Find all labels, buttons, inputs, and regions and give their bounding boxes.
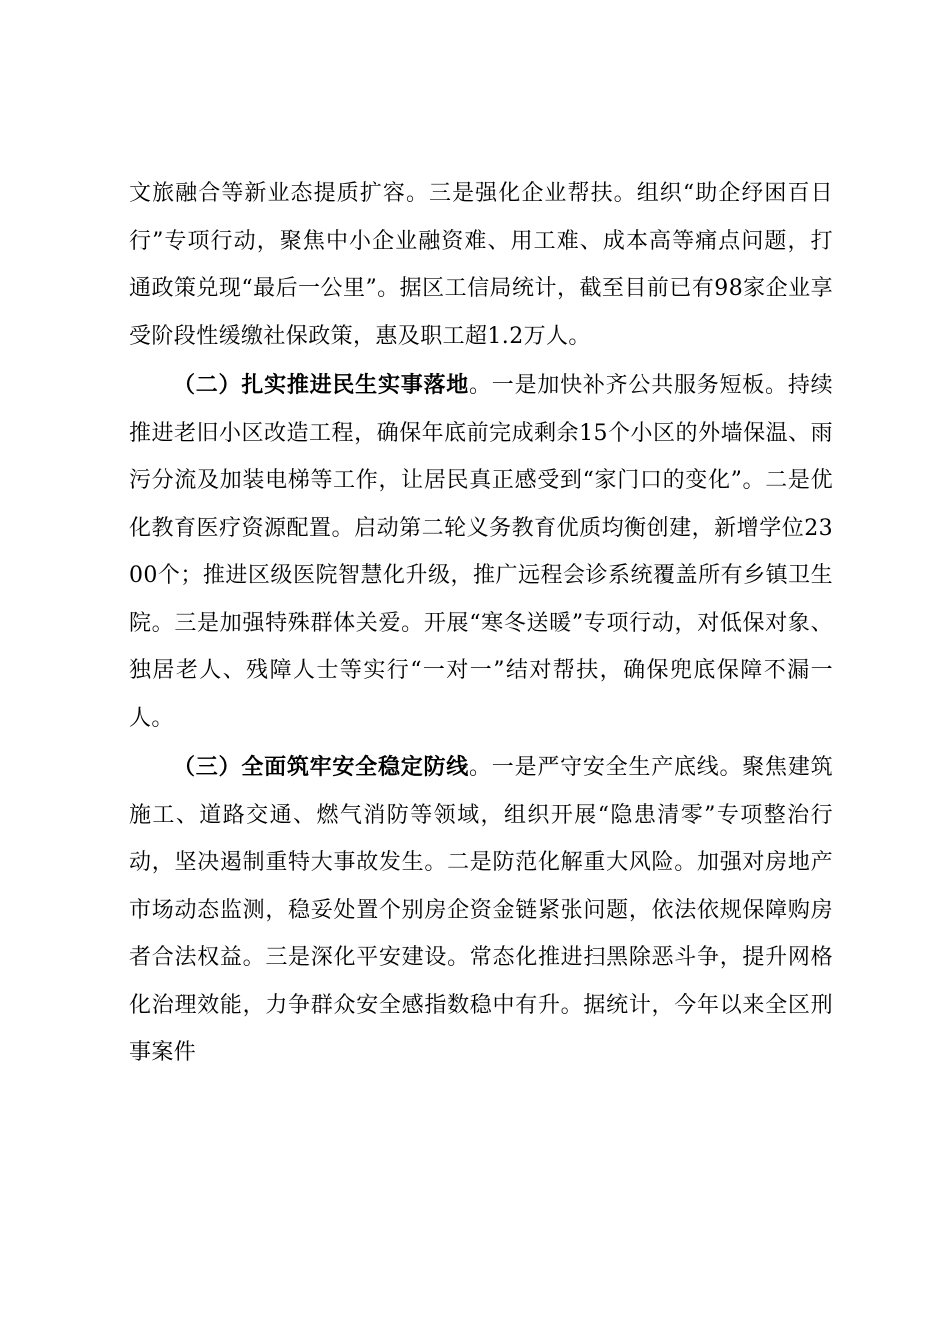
section-heading: （三）全面筑牢安全稳定防线 [173,754,470,780]
paragraph-body: 。一是加快补齐公共服务短板。持续推进老旧小区改造工程，确保年底前完成剩余15个小区的外墙保温、雨污分流及加装电梯等工作，让居民真正感受到“家门口的变化”。二是优化教育医疗资源配置。启动第二轮义务教育优质均衡创建，新增学位2300个；推进区级医院智慧化升级，推广远程会诊系统覆盖所有乡镇卫生院。三是加强特殊群体关爱。开展“寒冬送暖”专项行动，对低保对象、独居老人、残障人士等实行“一对一”结对帮扶，确保兜底保障不漏一人。 [129,373,833,731]
paragraph-body: 文旅融合等新业态提质扩容。三是强化企业帮扶。组织“助企纾困百日行”专项行动，聚焦中小企业融资难、用工难、成本高等痛点问题，打通政策兑现“最后一公里”。据区工信局统计，截至目前已有98家企业享受阶段性缓缴社保政策，惠及职工超1.2万人。 [129,181,833,349]
paragraph-section-2 [129,362,833,742]
section-heading: （二）扎实推进民生实事落地 [173,372,470,398]
document-body [129,170,833,1077]
paragraph-continuation [129,170,833,360]
paragraph-body: 。一是严守安全生产底线。聚焦建筑施工、道路交通、燃气消防等领域，组织开展“隐患清零”专项整治行动，坚决遏制重特大事故发生。二是防范化解重大风险。加强对房地产市场动态监测，稳妥处置个别房企资金链紧张问题，依法依规保障购房者合法权益。三是深化平安建设。常态化推进扫黑除恶斗争，提升网格化治理效能，力争群众安全感指数稳中有升。据统计，今年以来全区刑事案件 [129,755,833,1065]
paragraph-section-3 [129,744,833,1077]
